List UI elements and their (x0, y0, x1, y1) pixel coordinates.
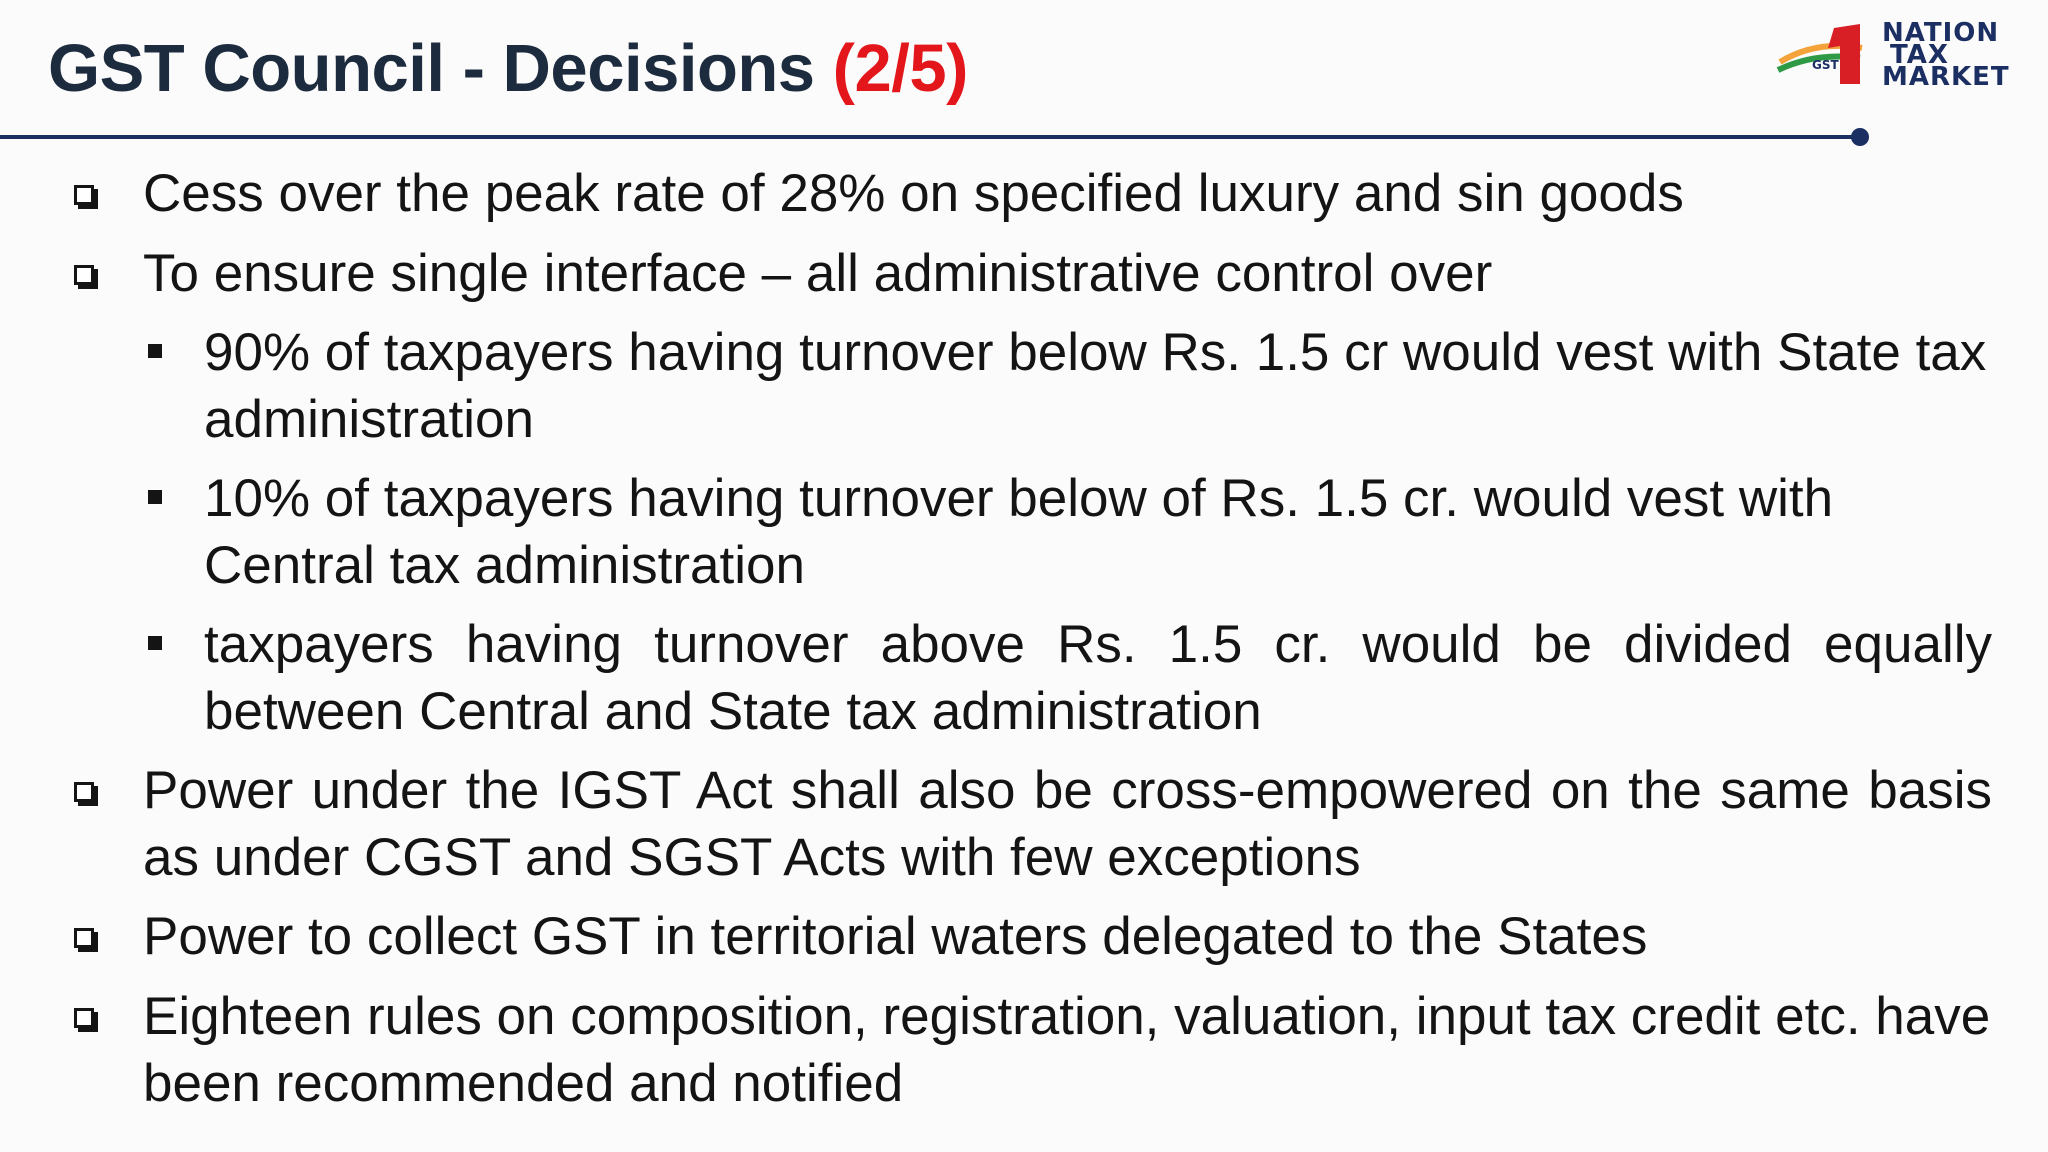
filled-square-bullet-icon (148, 636, 162, 650)
list-item (143, 983, 1993, 1117)
filled-square-bullet-icon (148, 344, 162, 358)
hollow-square-bullet-icon (74, 928, 94, 948)
list-item-text: 90% of taxpayers having turnover below Rs. 1.5 cr would vest with State tax administration (204, 323, 1987, 449)
sub-list-item (204, 319, 1994, 453)
hollow-square-bullet-icon (74, 782, 94, 802)
list-item-text: To ensure single interface – all administrative control over (143, 244, 1493, 303)
logo-line-1: NATION (1882, 18, 2000, 48)
list-item (143, 160, 1993, 227)
list-item-text: Cess over the peak rate of 28% on specified luxury and sin goods (143, 164, 1684, 223)
sub-list-item (204, 611, 1992, 745)
list-item-text: Power under the IGST Act shall also be cross-empowered on the same basis as under CGST and SGST Acts with few exceptions (143, 761, 1992, 887)
hollow-square-bullet-icon (74, 265, 94, 285)
title-page-indicator: (2/5) (832, 31, 968, 106)
sub-list-item (204, 465, 1994, 599)
hollow-square-bullet-icon (74, 1008, 94, 1028)
title-main: GST Council - Decisions (48, 31, 833, 106)
hollow-square-bullet-icon (74, 185, 94, 205)
logo-line-2: TAX (1890, 40, 1949, 70)
list-item (143, 757, 1992, 891)
list-item-text: taxpayers having turnover above Rs. 1.5 cr. would be divided equally between Central and State tax administration (204, 615, 1992, 741)
logo-badge-text: GST (1812, 58, 1839, 72)
list-item-text: 10% of taxpayers having turnover below of Rs. 1.5 cr. would vest with Central tax administration (204, 469, 1834, 595)
filled-square-bullet-icon (148, 490, 162, 504)
list-item (143, 240, 1993, 307)
list-item (143, 903, 1993, 970)
list-item-text: Eighteen rules on composition, registration, valuation, input tax credit etc. have been recommended and notified (143, 987, 1991, 1113)
list-item-text: Power to collect GST in territorial waters delegated to the States (143, 907, 1648, 966)
logo-line-3: MARKET (1882, 62, 2010, 92)
